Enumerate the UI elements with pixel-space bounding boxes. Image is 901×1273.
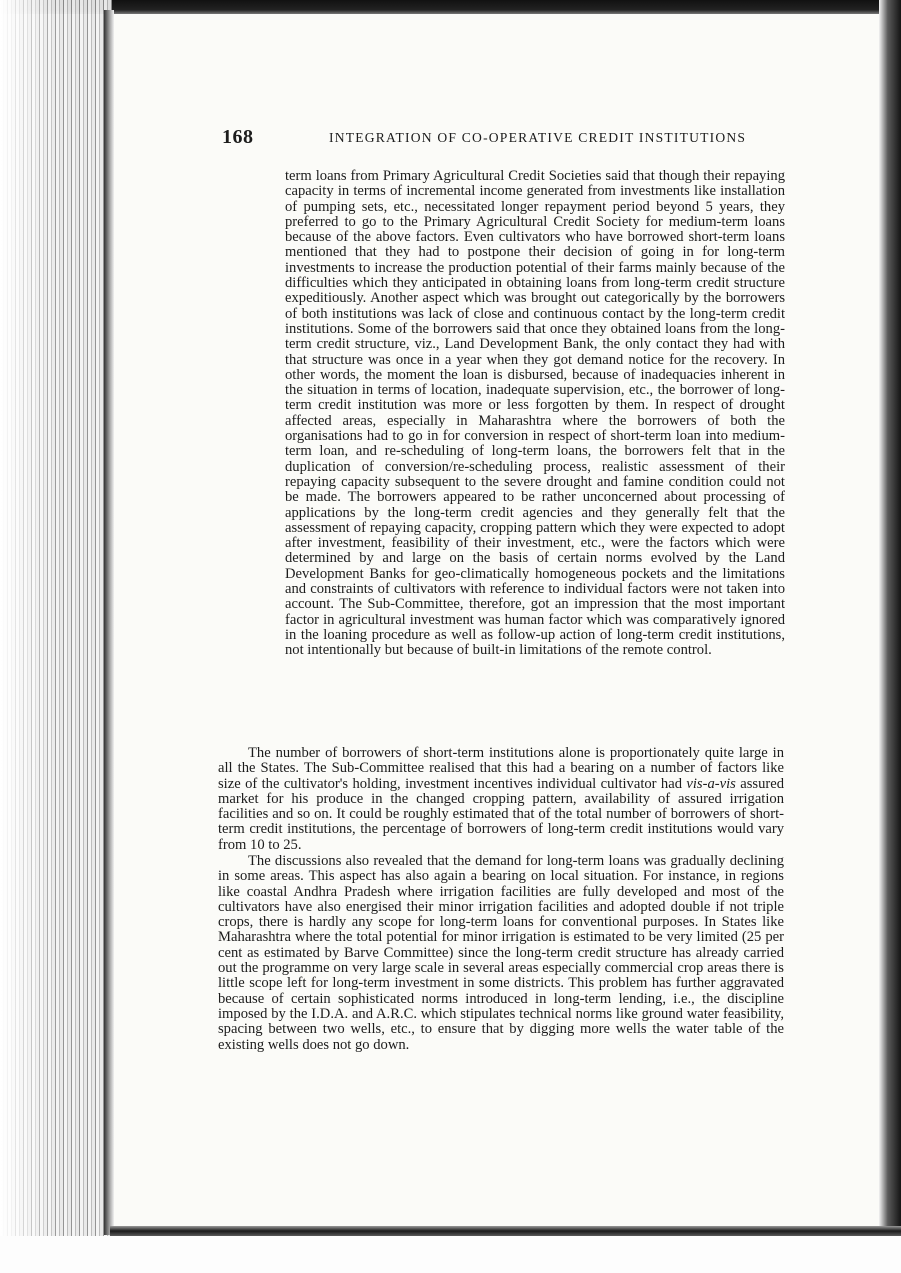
body-paragraph-borrowers xyxy=(218,746,784,853)
scan-below-area xyxy=(0,1236,901,1273)
scan-bottom-edge xyxy=(110,1226,901,1236)
scan-top-edge xyxy=(0,0,901,14)
body-paragraph-continued: term loans from Primary Agricultural Credit Societies said that though their repaying capacity in terms of incremental income generated from investments like installation of pumping sets, etc., necessitated longer repayment period beyond 5 years, they preferred to go to the Primary Agricultural Credit Society for medium-term loans because of the above factors. Even cultivators who have borrowed short-term loans mentioned that they had to postpone their decision of going in for long-term investments to increase the production potential of their farms mainly because of the difficulties which they anticipated in obtaining loans from long-term credit structure expeditiously. Another aspect which was brought out categorically by the borrowers of both institutions was lack of close and continuous contact by the long-term credit institutions. Some of the borrowers said that once they obtained loans from the long-term credit structure, viz., Land Development Bank, the only contact they had with that structure was once in a year when they got demand notice for the recovery. In other words, the moment the loan is disbursed, because of inadequacies inherent in the situation in terms of location, inadequate supervision, etc., the borrower of long-term credit institution was more or less forgotten by them. In respect of drought affected areas, especially in Maharashtra where the borrowers of both the organisations had to go in for conversion in respect of short-term loan into medium-term loan, and re-scheduling of long-term loans, the borrowers felt that in the duplication of conversion/re-scheduling process, realistic assessment of their repaying capacity subsequent to the severe drought and famine condition could not be made. The borrowers appeared to be rather unconcerned about processing of applications by the long-term credit agencies and they generally felt that the assessment of repaying capacity, cropping pattern which they were expected to adopt after investment, feasibility of their investment, etc., were the factors which were determined by and large on the basis of certain norms evolved by the Land Development Banks for geo-climatically homogeneous pockets and the limitations and constraints of cultivators with reference to individual factors were not taken into account. The Sub-Committee, therefore, got an impression that the most important factor in agricultural investment was human factor which was comparatively ignored in the loaning procedure as well as follow-up action of long-term credit institutions, not intentionally but because of built-in limitations of the remote control. xyxy=(285,168,785,659)
scan-binding-fade xyxy=(0,0,60,1273)
paragraph-text: The number of borrowers of short-term institutions alone is proportionately quite large in all the States. The Sub-Committee realised that this had a bearing on a number of factors like size of the cultivator's holding, investment incentives individual cultivator had xyxy=(218,745,784,792)
paragraph-italic-term: vis-a-vis xyxy=(686,775,736,792)
paragraph-text: assured market for his produce in the changed cropping pattern, availability of assured irrigation facilities and so on. It could be roughly estimated that of the total number of borrowers of short-term credit institutions, the percentage of borrowers of long-term credit institutions would vary from 10 to 25. xyxy=(218,775,784,853)
running-head: INTEGRATION OF CO-OPERATIVE CREDIT INSTITUTIONS xyxy=(329,130,747,145)
body-paragraph-demand: The discussions also revealed that the demand for long-term loans was gradually declining in some areas. This aspect has also again a bearing on local situation. For instance, in regions like coastal Andhra Pradesh where irrigation facilities are fully developed and most of the cultivators have also energised their minor irrigation facilities and adopted double if not triple crops, there is hardly any scope for long-term loans for conventional purposes. In States like Maharashtra where the total potential for minor irrigation is estimated to be very limited (25 per cent as estimated by Barve Committee) since the long-term credit structure has already carried out the programme on very large scale in several areas especially commercial crop areas there is little scope left for long-term investment in some districts. This problem has further aggravated because of certain sophisticated norms introduced in long-term lending, i.e., the discipline imposed by the I.D.A. and A.R.C. which stipulates technical norms like ground water feasibility, spacing between two wells, etc., to ensure that by digging more wells the water table of the existing wells does not go down. xyxy=(218,853,784,1053)
page-number: 168 xyxy=(222,126,254,148)
scan-page-gutter xyxy=(104,10,114,1235)
scan-right-shadow xyxy=(879,0,901,1240)
